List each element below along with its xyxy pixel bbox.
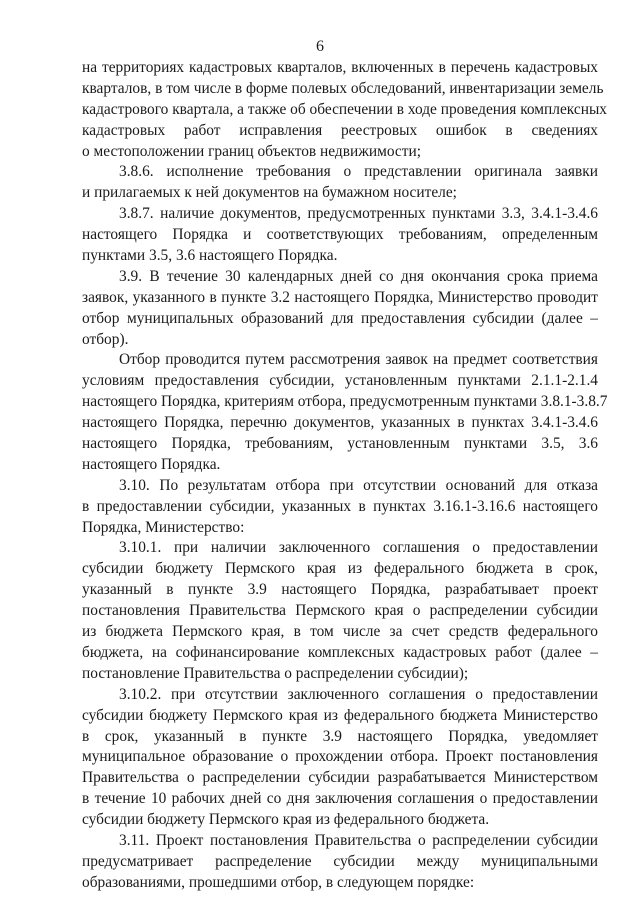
- text-line: указанный в пункте 3.9 настоящего Порядка, разрабатывает проект: [82, 581, 598, 599]
- text-line: субсидии бюджету Пермского края из федерального бюджета.: [82, 811, 490, 829]
- text-line: субсидии бюджету Пермского края из федерального бюджета Министерство: [82, 706, 598, 724]
- text-line: пунктами 3.5, 3.6 настоящего Порядка.: [82, 247, 338, 265]
- text-line: кадастровых работ исправления реестровых ошибок в сведениях: [82, 121, 598, 139]
- text-line: 3.9. В течение 30 календарных дней со дня окончания срока приема: [119, 267, 598, 285]
- text-line: в течение 10 рабочих дней со дня заключения соглашения о предоставлении: [82, 790, 598, 808]
- text-line: Правительства о распределении субсидии разрабатывается Министерством: [82, 769, 598, 787]
- text-line: образованиями, прошедшими отбор, в следующем порядке:: [82, 873, 475, 891]
- text-line: кадастрового квартала, а также об обеспечении в ходе проведения комплексных: [82, 100, 607, 118]
- text-line: настоящего Порядка, перечню документов, указанных в пунктах 3.4.1-3.4.6: [82, 414, 598, 432]
- text-line: кварталов, в том числе в форме полевых обследований, инвентаризации земель: [82, 79, 604, 97]
- text-line: 3.10.1. при наличии заключенного соглашения о предоставлении: [119, 539, 598, 557]
- text-line: настоящего Порядка и соответствующих требованиям, определенным: [82, 226, 598, 244]
- document-body: [82, 58, 608, 894]
- page-number: 6: [316, 38, 324, 55]
- text-line: Отбор проводится путем рассмотрения заявок на предмет соответствия: [119, 351, 598, 369]
- text-line: предусматривает распределение субсидии между муниципальными: [82, 852, 598, 870]
- text-line: отбор).: [82, 330, 129, 348]
- text-line: муниципальное образование о прохождении отбора. Проект постановления: [82, 748, 598, 766]
- text-line: из бюджета Пермского края, в том числе за счет средств федерального: [82, 623, 598, 641]
- text-line: в предоставлении субсидии, указанных в пунктах 3.16.1-3.16.6 настоящего: [82, 497, 598, 515]
- text-line: бюджета, на софинансирование комплексных кадастровых работ (далее –: [82, 643, 598, 661]
- text-line: настоящего Порядка.: [82, 455, 221, 473]
- text-line: и прилагаемых к ней документов на бумажном носителе;: [82, 184, 457, 202]
- text-line: 3.10. По результатам отбора при отсутствии оснований для отказа: [119, 476, 598, 494]
- text-line: субсидии бюджету Пермского края из федерального бюджета в срок,: [82, 560, 598, 578]
- text-line: Порядка, Министерство:: [82, 518, 245, 536]
- text-line: на территориях кадастровых кварталов, включенных в перечень кадастровых: [82, 59, 598, 76]
- text-line: отбор муниципальных образований для предоставления субсидии (далее –: [82, 309, 598, 327]
- text-line: в срок, указанный в пункте 3.9 настоящего Порядка, уведомляет: [82, 727, 598, 745]
- text-line: 3.10.2. при отсутствии заключенного соглашения о предоставлении: [119, 685, 598, 703]
- text-line: о местоположении границ объектов недвижимости;: [82, 142, 421, 160]
- text-line: 3.8.7. наличие документов, предусмотренных пунктами 3.3, 3.4.1-3.4.6: [119, 205, 598, 223]
- text-line: настоящего Порядка, требованиям, установленным пунктами 3.5, 3.6: [82, 435, 598, 453]
- text-line: настоящего Порядка, критериям отбора, предусмотренным пунктами 3.8.1-3.8.7: [82, 393, 608, 411]
- text-line: условиям предоставления субсидии, установленным пунктами 2.1.1-2.1.4: [82, 372, 598, 390]
- text-line: постановление Правительства о распределении субсидии);: [82, 664, 469, 682]
- text-line: 3.8.6. исполнение требования о представлении оригинала заявки: [119, 163, 598, 181]
- text-line: постановления Правительства Пермского края о распределении субсидии: [82, 602, 598, 620]
- text-line: заявок, указанного в пункте 3.2 настоящего Порядка, Министерство проводит: [82, 288, 598, 306]
- text-line: 3.11. Проект постановления Правительства о распределении субсидии: [119, 831, 598, 849]
